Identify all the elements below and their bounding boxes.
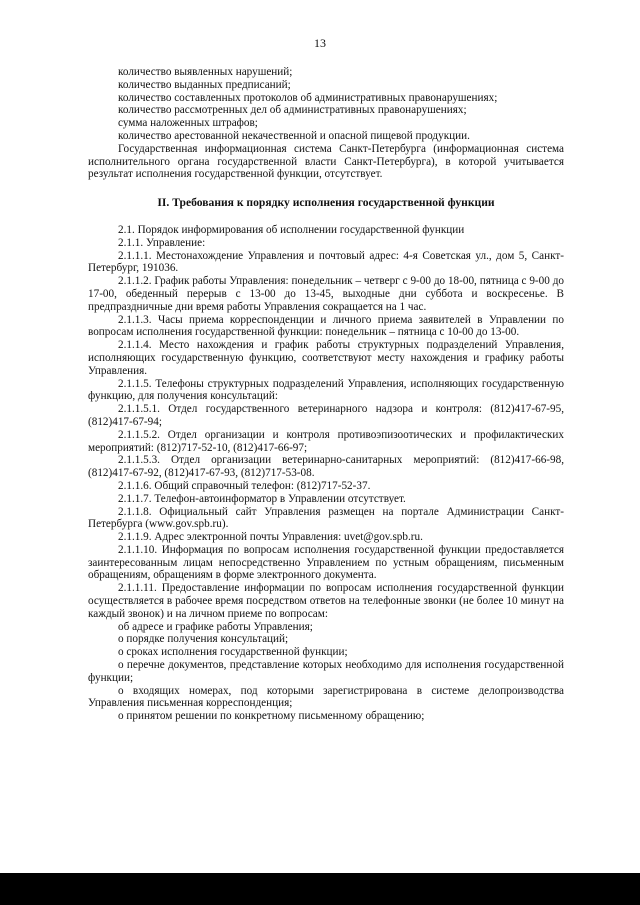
clause-2-1-1-5-1: 2.1.1.5.1. Отдел государственного ветеринарного надзора и контроля: (812)417-67-95, (812)417-67-94; [88,403,564,428]
document-body [88,66,564,723]
list-item: об адресе и графике работы Управления; [118,620,313,633]
list-item: количество составленных протоколов об административных правонарушениях; [118,91,498,104]
scan-bottom-edge [0,873,640,905]
section-heading: II. Требования к порядку исполнения государственной функции [157,196,495,210]
paragraph-gis: Государственная информационная система Санкт-Петербурга (информационная система исполнительного органа государственной власти Санкт-Петербурга), в которой учитывается результат исполнения государственной функции, отсутствует. [88,142,564,181]
clause-2-1-1-2: 2.1.1.2. График работы Управления: понедельник – четверг с 9-00 до 18-00, пятница с 9-00 до 17-00, обеденный перерыв с 13-00 до 13-45, выходные дни суббота и воскресенье. В предпраздничные дни время работы Управления сокращается на 1 час. [88,275,564,313]
list-item: о перечне документов, представление которых необходимо для исполнения государственной функции; [88,659,564,684]
clause-2-1-1-7: 2.1.1.7. Телефон-автоинформатор в Управлении отсутствует. [118,492,406,505]
clause-2-1-1-3: 2.1.1.3. Часы приема корреспонденции и личного приема заявителей в Управлении по вопросам исполнения государственной функции: понедельник – пятница с 10-00 до 13-00. [88,313,564,339]
clause-2-1-1-6: 2.1.1.6. Общий справочный телефон: (812)717-52-37. [118,479,371,492]
list-item: сумма наложенных штрафов; [118,117,258,130]
list-item: количество выявленных нарушений; [118,66,293,78]
clause-2-1-1: 2.1.1. Управление: [118,236,206,249]
clause-2-1-1-10: 2.1.1.10. Информация по вопросам исполнения государственной функции предоставляется заинтересованным лицам непосредственно Управлением по устным обращениям, письменным обращениям, обращениям в форме электронного документа. [88,543,564,582]
list-item: о входящих номерах, под которыми зарегистрирована в системе делопроизводства Управления письменная корреспонденция; [88,684,564,710]
list-item: количество выданных предписаний; [118,78,291,91]
clause-2-1-1-8: 2.1.1.8. Официальный сайт Управления размещен на портале Администрации Санкт-Петербурга (www.gov.spb.ru). [88,505,564,531]
list-item: о сроках исполнения государственной функции; [118,646,348,659]
page-number: 13 [314,36,326,50]
list-item: о принятом решении по конкретному письменному обращению; [118,710,425,723]
clause-2-1: 2.1. Порядок информирования об исполнении государственной функции [118,223,465,236]
list-item: о порядке получения консультаций; [118,633,289,646]
clause-2-1-1-11: 2.1.1.11. Предоставление информации по вопросам исполнения государственной функции осуществляется в рабочее время посредством ответов на телефонные звонки (не более 10 минут на каждый звонок) и на личном приеме по вопросам: [88,582,564,620]
list-item: количество арестованной некачественной и опасной пищевой продукции. [118,129,470,142]
clause-2-1-1-4: 2.1.1.4. Место нахождения и график работы структурных подразделений Управления, исполняющих государственную функцию, соответствуют месту нахождения и графику работы Управления. [88,339,564,377]
clause-2-1-1-5: 2.1.1.5. Телефоны структурных подразделений Управления, исполняющих государственную функцию, для получения консультаций: [88,377,564,403]
clause-2-1-1-9: 2.1.1.9. Адрес электронной почты Управления: uvet@gov.spb.ru. [118,531,423,544]
list-item: количество рассмотренных дел об административных правонарушениях; [118,104,467,117]
clause-2-1-1-5-2: 2.1.1.5.2. Отдел организации и контроля противоэпизоотических и профилактических мероприятий: (812)717-52-10, (812)417-66-97; [88,428,564,454]
clause-2-1-1-1: 2.1.1.1. Местонахождение Управления и почтовый адрес: 4-я Советская ул., дом 5, Санкт-Петербург, 191036. [88,249,564,275]
clause-2-1-1-5-3: 2.1.1.5.3. Отдел организации ветеринарно-санитарных мероприятий: (812)417-66-98, (812)417-67-92, (812)417-67-93, (812)717-53-08. [88,454,564,480]
